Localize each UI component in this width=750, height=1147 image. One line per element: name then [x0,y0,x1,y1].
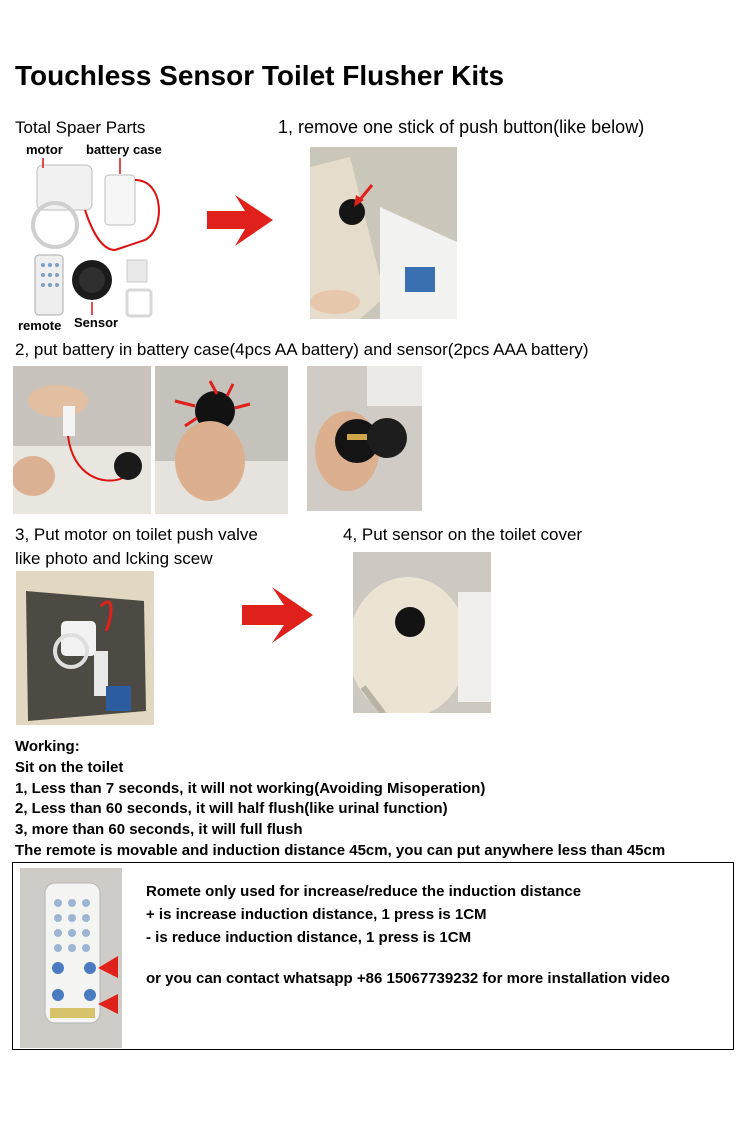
step1-text: 1, remove one stick of push button(like below) [278,117,645,137]
working-line: 2, Less than 60 seconds, it will half flush(like urinal function) [15,800,448,818]
working-line: 3, more than 60 seconds, it will full flush [15,821,303,839]
remote-info-line3: - is reduce induction distance, 1 press is 1CM [146,929,472,946]
motor-label: motor [26,142,63,157]
step3-text-line2: like photo and lcking scew [15,549,213,568]
arrow-right-icon [240,585,315,645]
working-line: The remote is movable and induction distance 45cm, you can put anywhere less than 45cm [15,841,666,859]
step3-photo [16,571,154,725]
step2-photo-sensor-battery [307,366,422,511]
page-title: Touchless Sensor Toilet Flusher Kits [15,60,505,91]
step2-text: 2, put battery in battery case(4pcs AA battery) and sensor(2pcs AAA battery) [15,340,589,359]
arrow-right-icon [205,193,275,248]
step4-photo [353,552,491,713]
step2-photo-sensor [155,366,288,514]
step4-text: 4, Put sensor on the toilet cover [343,525,583,544]
working-line: Sit on the toilet [15,758,124,776]
working-line: 1, Less than 7 seconds, it will not working(Avoiding Misoperation) [15,779,486,797]
working-heading: Working: [15,738,80,755]
step3-text-line1: 3, Put motor on toilet push valve [15,525,258,544]
step2-photo-battery-case [13,366,151,514]
working-section [15,737,665,862]
parts-heading: Total Spaer Parts [15,118,146,137]
sensor-label: Sensor [74,315,119,330]
remote-info-line2: + is increase induction distance, 1 press is 1CM [146,906,487,923]
remote-info-line1: Romete only used for increase/reduce the induction distance [146,883,582,900]
remote-photo [20,868,122,1048]
step1-photo [310,147,457,319]
contact-line: or you can contact whatsapp +86 15067739232 for more installation video [146,970,670,987]
remote-label: remote [18,318,62,333]
battery-case-label: battery case [86,142,162,157]
remote-info-text [146,880,670,990]
spare-parts-photo [15,140,170,335]
